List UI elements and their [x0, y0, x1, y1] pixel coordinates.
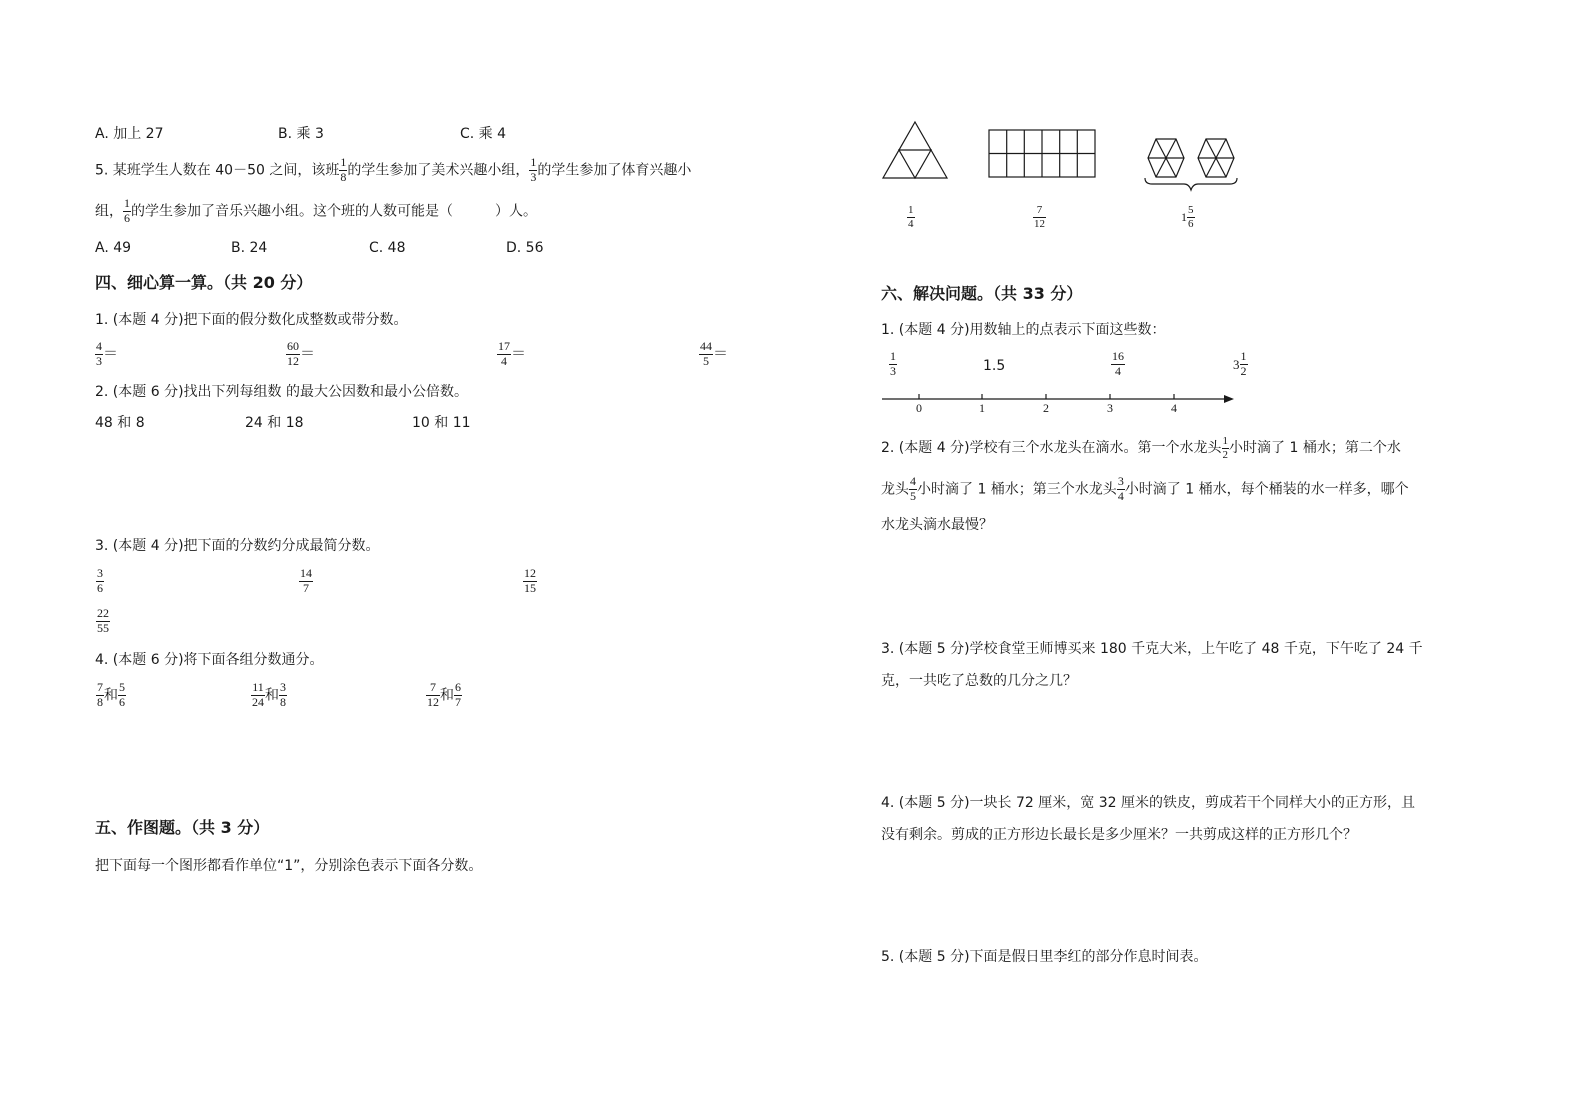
fraction: $\frac{1}{3}$: [530, 155, 537, 184]
section-6-q3-line1: 3. (本题 5 分)学校食堂王师博买来 180 千克大米，上午吃了 48 千克，下午吃了 24 千: [881, 641, 1423, 657]
section-5-instruction: 把下面每一个图形都看作单位“1”，分别涂色表示下面各分数。: [95, 858, 483, 874]
section-6-title: 六、解决问题。（共 33 分）: [881, 284, 1083, 303]
reduce-fraction-item: $\frac{3}{6}$: [97, 566, 103, 595]
option-b: B. 乘 3: [278, 126, 324, 142]
section-4-q3: 3. (本题 4 分)把下面的分数约分成最简分数。: [95, 538, 380, 554]
fraction-pair: $\frac{7}{8}$ 和 $\frac{5}{6}$: [97, 680, 125, 709]
reduce-fraction-item: $\frac{14}{7}$: [300, 566, 312, 595]
section-4-q2: 2. (本题 6 分)找出下列每组数 的最大公因数和最小公倍数。: [95, 384, 468, 400]
improper-fraction-item: $\frac{17}{4}$ ＝: [498, 339, 527, 368]
number-line: [880, 390, 1240, 420]
number-value: 1.5: [983, 358, 1006, 374]
axis-tick-label: 0: [916, 401, 922, 415]
triangle-figure: [880, 120, 950, 182]
axis-tick-label: 2: [1043, 401, 1049, 415]
axis-tick-label: 4: [1171, 401, 1177, 415]
rectangle-grid-figure: [988, 129, 1098, 179]
section-6-q2-line2: 龙头 $\frac{4}{5}$ 小时滴了 1 桶水；第三个水龙头 $\frac{3}{4}$ 小时滴了 1 桶水，每个桶装的水一样多，哪个: [881, 474, 1409, 503]
question-5-line2: 组， $\frac{1}{6}$ 的学生参加了音乐兴趣小组。这个班的人数可能是（ ）人。: [95, 196, 537, 225]
improper-fraction-item: $\frac{60}{12}$ ＝: [287, 339, 316, 368]
section-6-q4-line2: 没有剩余。剪成的正方形边长最长是多少厘米？一共剪成这样的正方形几个？: [881, 827, 1357, 843]
reduce-fraction-item: $\frac{12}{15}$: [524, 566, 536, 595]
improper-fraction-item: $\frac{44}{5}$ ＝: [700, 339, 729, 368]
number-pair: 10 和 11: [412, 415, 471, 431]
section-6-q2-line3: 水龙头滴水最慢？: [881, 517, 993, 533]
section-4-q1: 1. (本题 4 分)把下面的假分数化成整数或带分数。: [95, 312, 408, 328]
reduce-fraction-item: $\frac{22}{55}$: [97, 606, 109, 635]
number-pair: 24 和 18: [245, 415, 304, 431]
section-6-q4-line1: 4. (本题 5 分)一块长 72 厘米，宽 32 厘米的铁皮，剪成若干个同样大小的正方形，且: [881, 795, 1415, 811]
question-5-line1: 5. 某班学生人数在 40－50 之间，该班 $\frac{1}{8}$ 的学生参加了美术兴趣小组， $\frac{1}{3}$ 的学生参加了体育兴趣小: [95, 155, 692, 184]
figure-label: 1 $\frac{5}{6}$: [1181, 204, 1194, 230]
axis-tick-label: 1: [979, 401, 985, 415]
figure-label: $\frac{7}{12}$: [1034, 204, 1045, 230]
option-a: A. 49: [95, 240, 132, 256]
number-value: $\frac{1}{3}$: [890, 349, 896, 378]
number-pair: 48 和 8: [95, 415, 145, 431]
section-6-q3-line2: 克，一共吃了总数的几分之几？: [881, 673, 1077, 689]
fraction-pair: $\frac{11}{24}$ 和 $\frac{3}{8}$: [252, 680, 286, 709]
hexagon-pair-figure: [1140, 134, 1250, 192]
number-value: 3 $\frac{1}{2}$: [1233, 349, 1247, 378]
section-4-title: 四、细心算一算。（共 20 分）: [95, 273, 313, 292]
section-4-q4: 4. (本题 6 分)将下面各组分数通分。: [95, 652, 324, 668]
figure-label: $\frac{1}{4}$: [908, 204, 914, 230]
axis-tick-label: 3: [1107, 401, 1113, 415]
improper-fraction-item: $\frac{4}{3}$ ＝: [96, 339, 119, 368]
fraction: $\frac{1}{8}$: [340, 155, 347, 184]
option-c: C. 48: [369, 240, 406, 256]
number-value: $\frac{16}{4}$: [1112, 349, 1124, 378]
section-6-q5-line1: 5. (本题 5 分)下面是假日里李红的部分作息时间表。: [881, 949, 1208, 965]
option-b: B. 24: [231, 240, 268, 256]
fraction-pair: $\frac{7}{12}$ 和 $\frac{6}{7}$: [427, 680, 461, 709]
option-c: C. 乘 4: [460, 126, 507, 142]
section-5-title: 五、作图题。（共 3 分）: [95, 818, 270, 837]
fraction: $\frac{1}{6}$: [124, 196, 130, 225]
section-6-q1: 1. (本题 4 分)用数轴上的点表示下面这些数：: [881, 322, 1166, 338]
option-d: D. 56: [506, 240, 544, 256]
section-6-q2-line1: 2. (本题 4 分)学校有三个水龙头在滴水。第一个水龙头 $\frac{1}{2}$ 小时滴了 1 桶水；第二个水: [881, 435, 1401, 461]
option-a: A. 加上 27: [95, 126, 164, 142]
